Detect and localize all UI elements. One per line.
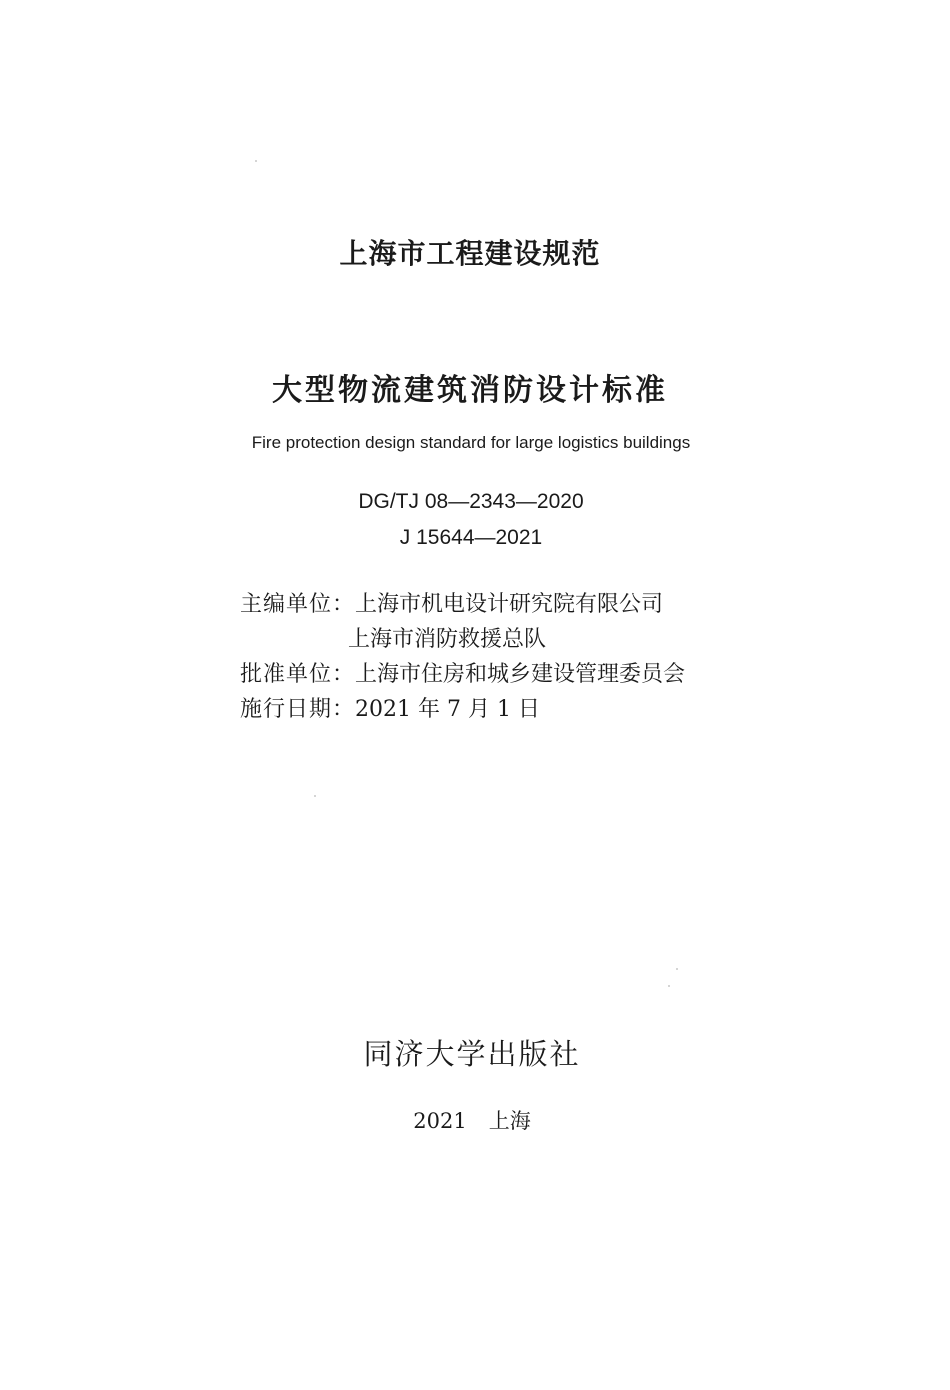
document-title: 大型物流建筑消防设计标准 [272,373,668,408]
effective-date-label: 施行日期： [240,697,356,722]
effective-date: 2021 年 7 月 1 日 [355,697,540,722]
chief-editor-1: 上海市机电设计研究院有限公司 [355,592,664,617]
scan-speck [255,160,257,162]
publish-line [0,1105,944,1135]
document-title-english: Fire protection design standard for large logistics buildings [251,433,691,452]
chief-editor-row [240,587,663,618]
scan-speck [314,795,316,797]
scan-speck [668,985,670,987]
effective-date-row [240,692,540,723]
chief-editor-2: 上海市消防救援总队 [348,627,547,652]
approver-label: 批准单位： [240,662,356,687]
standard-code: DG/TJ 08—2343—2020 [358,490,584,513]
approver: 上海市住房和城乡建设管理委员会 [355,662,686,687]
publish-year: 2021 [413,1109,467,1133]
series-title: 上海市工程建设规范 [339,237,601,270]
record-code: J 15644—2021 [399,526,543,549]
approver-row [240,657,685,688]
publish-city: 上海 [488,1109,531,1133]
publisher-name: 同济大学出版社 [363,1037,581,1071]
scan-speck [676,968,678,970]
chief-editor-label: 主编单位： [240,592,356,617]
